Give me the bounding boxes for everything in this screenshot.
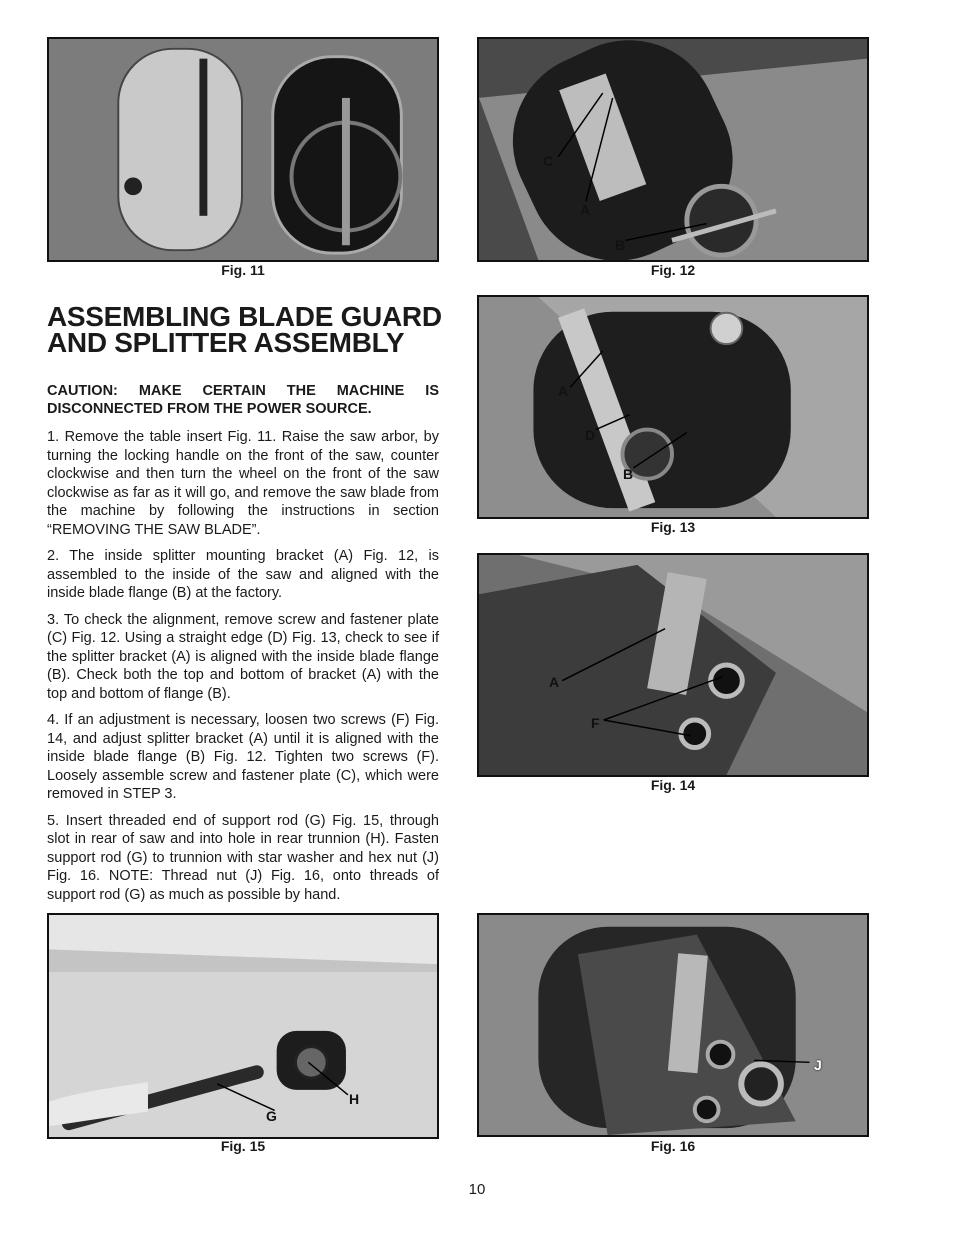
- step-1: 1. Remove the table insert Fig. 11. Raise the saw arbor, by turning the locking handle on the front of the saw, counter clockwise and then turn the wheel on the front of the saw clockwise as far as it will go, and remove the saw blade from the machine by following the instructions in section “REMOVING THE SAW BLADE”.: [47, 429, 439, 538]
- fig14-label-f: F: [591, 715, 600, 731]
- fig14-illustration: [479, 555, 867, 775]
- fig12-illustration: [479, 39, 867, 260]
- fig15-caption: Fig. 15: [220, 1138, 266, 1154]
- figure-12-photo: [477, 37, 869, 262]
- fig16-illustration: [479, 915, 867, 1135]
- fig15-illustration: [49, 915, 437, 1137]
- fig13-illustration: [479, 297, 867, 517]
- section-title: ASSEMBLING BLADE GUARD AND SPLITTER ASSEMBLY: [47, 301, 442, 358]
- figure-13-photo: [477, 295, 869, 519]
- step-3: 3. To check the alignment, remove screw and fastener plate (C) Fig. 12. Using a straight edge (D) Fig. 13, check to see if the splitter bracket (A) is aligned with the inside blade flange (B). Check both the top and bottom of bracket (A) with the top and bottom of flange (B).: [47, 611, 439, 702]
- fig12-label-b: B: [615, 237, 626, 253]
- fig14-label-a: A: [549, 674, 560, 690]
- figure-14-photo: [477, 553, 869, 777]
- fig13-label-a: A: [558, 383, 569, 399]
- fig13-caption: Fig. 13: [650, 519, 696, 535]
- fig14-caption: Fig. 14: [650, 777, 696, 793]
- figure-11-photo: [47, 37, 439, 262]
- figure-15-photo: [47, 913, 439, 1139]
- step-2: 2. The inside splitter mounting bracket (A) Fig. 12, is assembled to the inside of the saw and aligned with the inside blade flange (B) at the factory.: [47, 548, 439, 601]
- fig12-caption: Fig. 12: [650, 262, 696, 278]
- fig15-label-h: H: [349, 1091, 360, 1107]
- fig16-label-j: J: [814, 1057, 822, 1073]
- fig15-label-g: G: [266, 1108, 277, 1124]
- fig11-caption: Fig. 11: [221, 262, 265, 278]
- fig16-caption: Fig. 16: [650, 1138, 696, 1154]
- caution-note: CAUTION: MAKE CERTAIN THE MACHINE IS DISCONNECTED FROM THE POWER SOURCE.: [47, 383, 439, 417]
- fig13-label-b: B: [623, 466, 634, 482]
- fig12-label-c: C: [543, 153, 554, 169]
- page-number: 10: [468, 1181, 486, 1198]
- figure-16-photo: [477, 913, 869, 1137]
- step-5: 5. Insert threaded end of support rod (G) Fig. 15, through slot in rear of saw and into hole in rear trunnion (H). Fasten support rod (G) to trunnion with star washer and hex nut (J) Fig. 16. NOTE: Thread nut (J) Fig. 16, onto threads of support rod (G) as much as possible by hand.: [47, 812, 439, 903]
- step-4: 4. If an adjustment is necessary, loosen two screws (F) Fig. 14, and adjust splitter bracket (A) until it is aligned with the inside blade flange (B) Fig. 12. Tighten two screws (F). Loosely assemble screw and fastener plate (C), which were removed in STEP 3.: [47, 712, 439, 802]
- fig12-label-a: A: [580, 202, 591, 218]
- fig11-illustration: [49, 39, 437, 260]
- fig13-label-d: D: [585, 427, 596, 443]
- steps-list: [47, 428, 439, 912]
